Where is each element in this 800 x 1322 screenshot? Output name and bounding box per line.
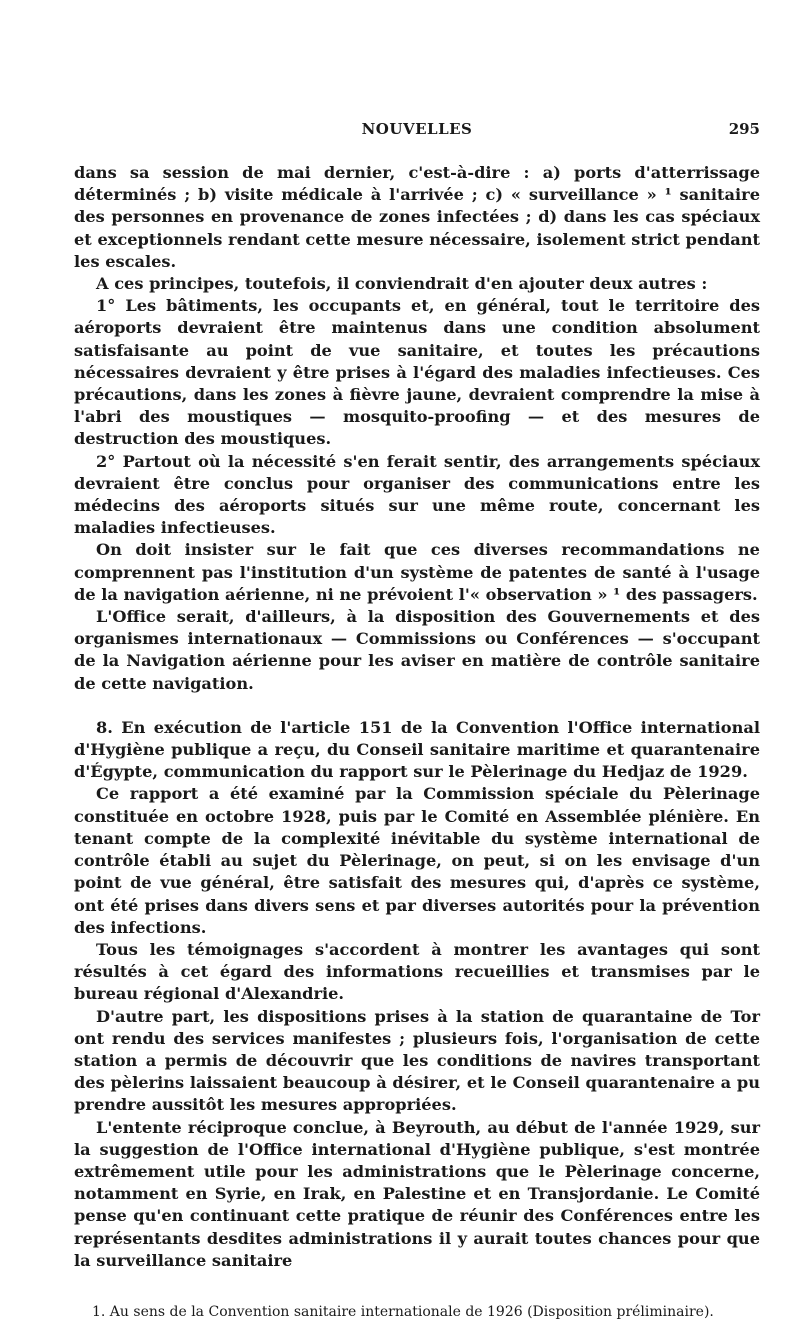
- paragraph: A ces principes, toutefois, il conviendrait d'en ajouter deux autres :: [96, 274, 708, 294]
- paragraph: D'autre part, les dispositions prises à la station de quarantaine de Tor ont rendu des services manifestes ; plusieurs fois, l'organisation de cette station a permis de découvrir que les conditions de navires transportant des pèlerins laissaient beaucoup à désirer, et le Conseil quarantenaire a pu prendre aussitôt les mesures appropriées.: [74, 1006, 760, 1115]
- paragraph: 2° Partout où la nécessité s'en ferait sentir, des arrangements spéciaux devraient être conclus pour organiser des communications entre les médecins des aéroports situés sur une même route, concernant les maladies infectieuses.: [74, 451, 760, 538]
- footnote: 1. Au sens de la Convention sanitaire internationale de 1926 (Disposition préliminaire).: [92, 1303, 714, 1320]
- paragraph: Tous les témoignages s'accordent à montrer les avantages qui sont résultés à cet égard des informations recueillies et transmises par le bureau régional d'Alexandrie.: [74, 939, 760, 1004]
- paragraph: dans sa session de mai dernier, c'est-à-dire : a) ports d'atterrissage déterminés ; b) visite médicale à l'arrivée ; c) « surveillance » ¹ sanitaire des personnes en provenance de zones infectées ; d) dans les cas spéciaux et exceptionnels rendant cette mesure nécessaire, isolement strict pendant les escales.: [74, 163, 760, 271]
- paragraph: Ce rapport a été examiné par la Commission spéciale du Pèlerinage constituée en octobre 1928, puis par le Comité en Assemblée plénière. En tenant compte de la complexité inévitable du système international de contrôle établi au sujet du Pèlerinage, on peut, si on les envisage d'un point de vue général, être satisfait des mesures qui, d'après ce système, ont été prises dans divers sens et par diverses autorités pour la prévention des infections.: [74, 784, 760, 937]
- paragraph: L'entente réciproque conclue, à Beyrouth, au début de l'année 1929, sur la suggestion de l'Office international d'Hygiène publique, s'est montrée extrêmement utile pour les administrations que le Pèlerinage concerne, notamment en Syrie, en Irak, en Palestine et en Transjordanie. Le Comité pense qu'en continuant cette pratique de réunir des Conférences entre les représentants desdites administrations il y aurait toutes chances pour que la surveillance sanitaire: [74, 1117, 760, 1270]
- document-page: [74, 118, 760, 1322]
- paragraph: L'Office serait, d'ailleurs, à la disposition des Gouvernements et des organismes internationaux — Commissions ou Conférences — s'occupant de la Navigation aérienne pour les aviser en matière de contrôle sanitaire de cette navigation.: [74, 607, 760, 693]
- paragraph: 8. En exécution de l'article 151 de la Convention l'Office international d'Hygiène publique a reçu, du Conseil sanitaire maritime et quarantenaire d'Égypte, communication du rapport sur le Pèlerinage du Hedjaz de 1929.: [74, 717, 760, 782]
- running-header: [74, 118, 760, 144]
- paragraph: 1° Les bâtiments, les occupants et, en général, tout le territoire des aéroports devraient être maintenus dans une condition absolument satisfaisante au point de vue sanitaire, et toutes les précautions nécessaires devraient y être prises à l'égard des maladies infectieuses. Ces précautions, dans les zones à fièvre jaune, devraient comprendre la mise à l'abri des moustiques — mosquito-proofing — et des mesures de destruction des moustiques.: [74, 296, 760, 449]
- paragraph: On doit insister sur le fait que ces diverses recommandations ne comprennent pas l'institution d'un système de patentes de santé à l'usage de la navigation aérienne, ni ne prévoient l'« observation » ¹ des passagers.: [74, 540, 760, 604]
- footnotes: [74, 1302, 760, 1322]
- section-gap: [74, 695, 760, 717]
- page-title: NOUVELLES: [361, 120, 473, 138]
- page-number: 295: [728, 120, 760, 138]
- body-text: [74, 162, 760, 1272]
